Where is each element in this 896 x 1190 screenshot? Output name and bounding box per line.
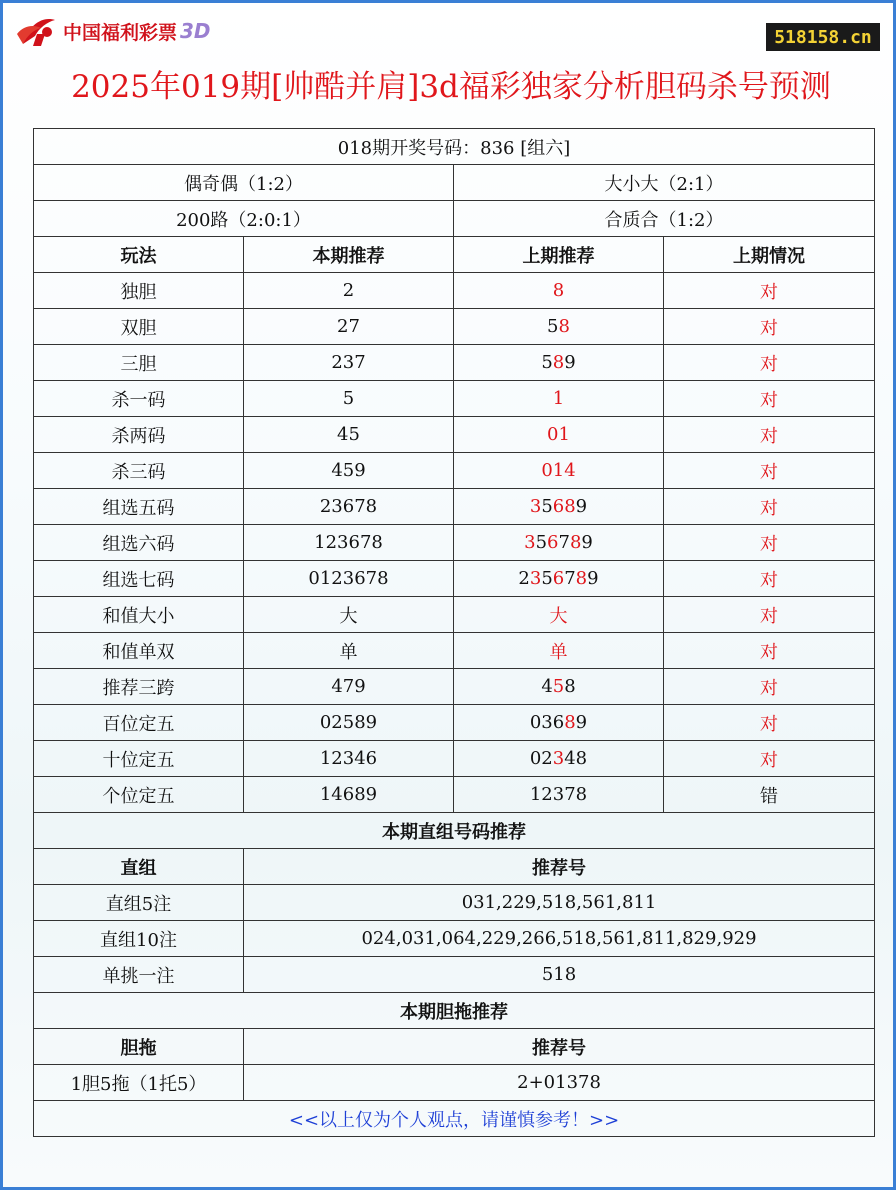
prev-result: 对 — [664, 489, 875, 525]
play-name: 双胆 — [34, 309, 244, 345]
current-pick: 12346 — [244, 741, 454, 777]
hit-digits: 5 — [552, 676, 565, 697]
direct-value: 031,229,518,561,811 — [244, 885, 875, 921]
table-row — [34, 1065, 875, 1101]
route-pattern: 200路（2:0:1） — [34, 201, 454, 237]
table-row — [34, 957, 875, 993]
table-row — [34, 777, 875, 813]
table-row — [34, 489, 875, 525]
miss-digits: 7 — [558, 532, 570, 553]
miss-digits: 2 — [518, 568, 530, 589]
logo-text: 中国福利彩票 — [63, 21, 178, 44]
play-name: 杀一码 — [34, 381, 244, 417]
current-pick: 237 — [244, 345, 454, 381]
play-name: 组选六码 — [34, 525, 244, 561]
prev-result: 对 — [664, 453, 875, 489]
prev-pick — [454, 417, 664, 453]
direct-label: 直组5注 — [34, 885, 244, 921]
pattern-row-1 — [34, 165, 875, 201]
prev-pick — [454, 633, 664, 669]
odd-even-pattern: 偶奇偶（1:2） — [34, 165, 454, 201]
hit-digits: 1 — [552, 388, 565, 409]
hit-digits: 8 — [564, 496, 576, 517]
current-pick: 459 — [244, 453, 454, 489]
hit-digits: 3 — [524, 532, 536, 553]
dantuo-value: 2+01378 — [244, 1065, 875, 1101]
hit-digits: 单 — [549, 641, 568, 663]
pattern-row-2 — [34, 201, 875, 237]
current-pick: 14689 — [244, 777, 454, 813]
prev-result: 对 — [664, 597, 875, 633]
current-pick: 45 — [244, 417, 454, 453]
table-row — [34, 309, 875, 345]
prev-result: 对 — [664, 345, 875, 381]
dantuo-section-row — [34, 993, 875, 1029]
prev-result: 对 — [664, 381, 875, 417]
prev-result: 对 — [664, 561, 875, 597]
table-row — [34, 669, 875, 705]
page-title: 2025年019期[帅酷并肩]3d福彩独家分析胆码杀号预测 — [71, 69, 831, 105]
hit-digits: 01 — [547, 424, 570, 445]
prev-pick — [454, 669, 664, 705]
table-row — [34, 273, 875, 309]
prev-result: 对 — [664, 741, 875, 777]
hit-digits: 8 — [552, 280, 565, 301]
play-name: 杀三码 — [34, 453, 244, 489]
play-name: 和值大小 — [34, 597, 244, 633]
current-pick: 单 — [244, 633, 454, 669]
miss-digits: 5 — [547, 316, 559, 337]
direct-header-row — [34, 849, 875, 885]
table-row — [34, 381, 875, 417]
hit-digits: 8 — [569, 532, 582, 553]
play-name: 推荐三跨 — [34, 669, 244, 705]
table-row — [34, 633, 875, 669]
prev-pick — [454, 777, 664, 813]
dantuo-label: 1胆5拖（1托5） — [34, 1065, 244, 1101]
miss-digits: 036 — [529, 712, 565, 733]
play-name: 和值单双 — [34, 633, 244, 669]
current-pick: 2 — [244, 273, 454, 309]
hit-digits: 8 — [564, 712, 576, 733]
table-row — [34, 561, 875, 597]
table-row — [34, 597, 875, 633]
column-header-row — [34, 237, 875, 273]
hit-digits: 8 — [558, 316, 570, 337]
current-pick: 0123678 — [244, 561, 454, 597]
lottery-logo-icon — [15, 14, 59, 48]
col-header-current: 本期推荐 — [244, 237, 454, 273]
miss-digits: 5 — [541, 496, 553, 517]
prev-pick — [454, 453, 664, 489]
draw-row — [34, 129, 875, 165]
miss-digits: 02 — [529, 748, 553, 769]
direct-value: 518 — [244, 957, 875, 993]
direct-col-label: 直组 — [34, 849, 244, 885]
prev-pick — [454, 741, 664, 777]
miss-digits: 9 — [587, 568, 599, 589]
col-header-result: 上期情况 — [664, 237, 875, 273]
miss-digits: 48 — [564, 748, 588, 769]
miss-digits: 9 — [575, 712, 588, 733]
direct-value: 024,031,064,229,266,518,561,811,829,929 — [244, 921, 875, 957]
direct-col-value: 推荐号 — [244, 849, 875, 885]
hit-digits: 3 — [529, 496, 542, 517]
prev-pick — [454, 489, 664, 525]
prev-result: 对 — [664, 525, 875, 561]
prev-result: 对 — [664, 705, 875, 741]
footer-row — [34, 1101, 875, 1137]
direct-label: 单挑一注 — [34, 957, 244, 993]
table-row — [34, 345, 875, 381]
hit-digits: 8 — [575, 568, 588, 589]
current-pick: 27 — [244, 309, 454, 345]
prev-pick — [454, 309, 664, 345]
prev-pick — [454, 525, 664, 561]
hit-digits: 6 — [547, 532, 559, 553]
current-pick: 479 — [244, 669, 454, 705]
play-name: 百位定五 — [34, 705, 244, 741]
play-name: 独胆 — [34, 273, 244, 309]
current-pick: 123678 — [244, 525, 454, 561]
big-small-pattern: 大小大（2:1） — [454, 165, 875, 201]
draw-result: 018期开奖号码：836 [组六] — [34, 129, 875, 165]
table-row — [34, 525, 875, 561]
table-row — [34, 705, 875, 741]
prediction-table — [33, 128, 875, 1137]
site-badge[interactable]: 518158.cn — [766, 23, 880, 51]
play-name: 组选五码 — [34, 489, 244, 525]
direct-label: 直组10注 — [34, 921, 244, 957]
miss-digits: 9 — [564, 352, 576, 373]
hit-digits: 大 — [549, 605, 568, 627]
prev-pick — [454, 381, 664, 417]
dantuo-col-label: 胆拖 — [34, 1029, 244, 1065]
prev-pick — [454, 705, 664, 741]
prev-result: 对 — [664, 273, 875, 309]
dantuo-header-row — [34, 1029, 875, 1065]
direct-section-title: 本期直组号码推荐 — [34, 813, 875, 849]
col-header-prev: 上期推荐 — [454, 237, 664, 273]
dantuo-col-value: 推荐号 — [244, 1029, 875, 1065]
hit-digits: 3 — [552, 748, 565, 769]
hit-digits: 014 — [541, 460, 576, 481]
hit-digits: 8 — [552, 352, 565, 373]
table-row — [34, 453, 875, 489]
prev-result: 对 — [664, 633, 875, 669]
prev-pick — [454, 597, 664, 633]
miss-digits: 8 — [564, 676, 576, 697]
table-row — [34, 741, 875, 777]
miss-digits: 4 — [541, 676, 553, 697]
current-pick: 5 — [244, 381, 454, 417]
hit-digits: 6 — [552, 568, 565, 589]
prev-result: 对 — [664, 417, 875, 453]
hit-digits: 6 — [552, 496, 565, 517]
miss-digits: 9 — [581, 532, 593, 553]
miss-digits: 12378 — [529, 784, 588, 805]
miss-digits: 7 — [564, 568, 576, 589]
play-name: 个位定五 — [34, 777, 244, 813]
table-row — [34, 417, 875, 453]
footer-note: <<以上仅为个人观点，请谨慎参考！>> — [34, 1101, 875, 1137]
current-pick: 大 — [244, 597, 454, 633]
lottery-logo — [15, 13, 211, 49]
prev-result: 错 — [664, 777, 875, 813]
play-name: 三胆 — [34, 345, 244, 381]
col-header-play: 玩法 — [34, 237, 244, 273]
prev-pick — [454, 273, 664, 309]
prev-result: 对 — [664, 669, 875, 705]
current-pick: 23678 — [244, 489, 454, 525]
miss-digits: 5 — [541, 352, 553, 373]
hit-digits: 3 — [529, 568, 542, 589]
logo-3d: 3D — [180, 19, 211, 43]
direct-section-row — [34, 813, 875, 849]
play-name: 杀两码 — [34, 417, 244, 453]
table-row — [34, 885, 875, 921]
current-pick: 02589 — [244, 705, 454, 741]
play-name: 组选七码 — [34, 561, 244, 597]
prime-pattern: 合质合（1:2） — [454, 201, 875, 237]
miss-digits: 5 — [541, 568, 553, 589]
prev-result: 对 — [664, 309, 875, 345]
miss-digits: 5 — [535, 532, 548, 553]
prev-pick — [454, 561, 664, 597]
dantuo-section-title: 本期胆拖推荐 — [34, 993, 875, 1029]
table-row — [34, 921, 875, 957]
prev-pick — [454, 345, 664, 381]
play-name: 十位定五 — [34, 741, 244, 777]
miss-digits: 9 — [575, 496, 588, 517]
